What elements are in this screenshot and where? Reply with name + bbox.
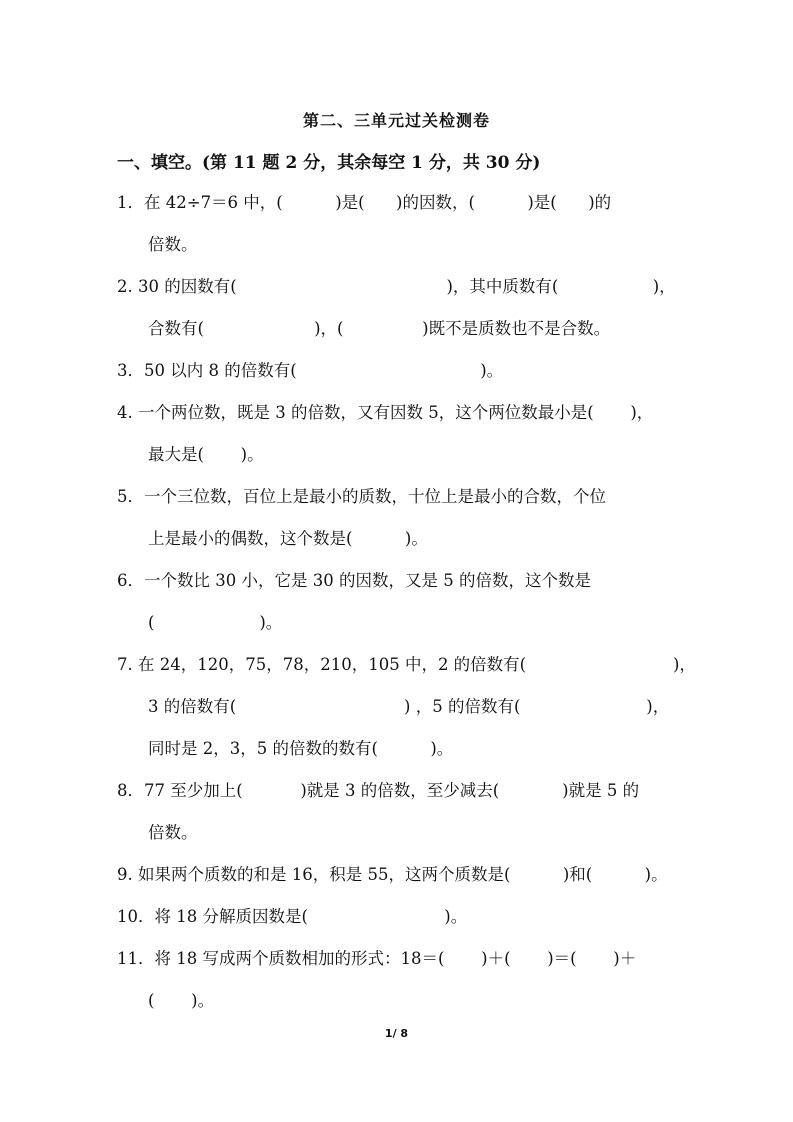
question-2-line-1: 2. 30 的因数有( )，其中质数有( )，: [117, 277, 676, 296]
question-4-line-1: 4. 一个两位数，既是 3 的倍数，又有因数 5，这个两位数最小是( )，: [117, 403, 654, 422]
question-10-line-1: 10．将 18 分解质因数是( )。: [117, 907, 468, 926]
question-6-line-1: 6．一个数比 30 小，它是 30 的因数，又是 5 的倍数，这个数是: [117, 571, 591, 590]
question-11-line-2: ( )。: [148, 991, 215, 1010]
question-8-line-2: 倍数。: [148, 823, 198, 842]
page-indicator: 1/ 8: [384, 1027, 409, 1040]
question-1-line-2: 倍数。: [148, 235, 198, 254]
question-5-line-1: 5．一个三位数，百位上是最小的质数，十位上是最小的合数，个位: [117, 487, 606, 506]
question-5-line-2: 上是最小的偶数，这个数是( )。: [148, 529, 428, 548]
question-8-line-1: 8．77 至少加上( )就是 3 的倍数，至少减去( )就是 5 的: [117, 781, 640, 800]
question-7-line-2: 3 的倍数有( ) ，5 的倍数有( )，: [148, 697, 670, 716]
question-3-line-1: 3．50 以内 8 的倍数有( )。: [117, 361, 504, 380]
question-2-line-2: 合数有( )，( )既不是质数也不是合数。: [148, 319, 611, 338]
document-title: 第二、三单元过关检测卷: [302, 111, 490, 130]
question-1-line-1: 1．在 42÷7＝6 中，( )是( )的因数，( )是( )的: [117, 193, 612, 212]
question-7-line-3: 同时是 2，3，5 的倍数的数有( )。: [148, 739, 454, 758]
question-11-line-1: 11．将 18 写成两个质数相加的形式：18＝( )＋( )＝( )＋: [117, 949, 637, 968]
question-7-line-1: 7. 在 24，120，75，78，210，105 中，2 的倍数有( )，: [117, 655, 696, 674]
question-9-line-1: 9. 如果两个质数的和是 16，积是 55，这两个质数是( )和( )。: [117, 865, 668, 884]
question-6-line-2: ( )。: [148, 613, 283, 632]
section-heading: 一、填空。(第 11 题 2 分，其余每空 1 分，共 30 分): [117, 153, 541, 173]
question-4-line-2: 最大是( )。: [148, 445, 264, 464]
